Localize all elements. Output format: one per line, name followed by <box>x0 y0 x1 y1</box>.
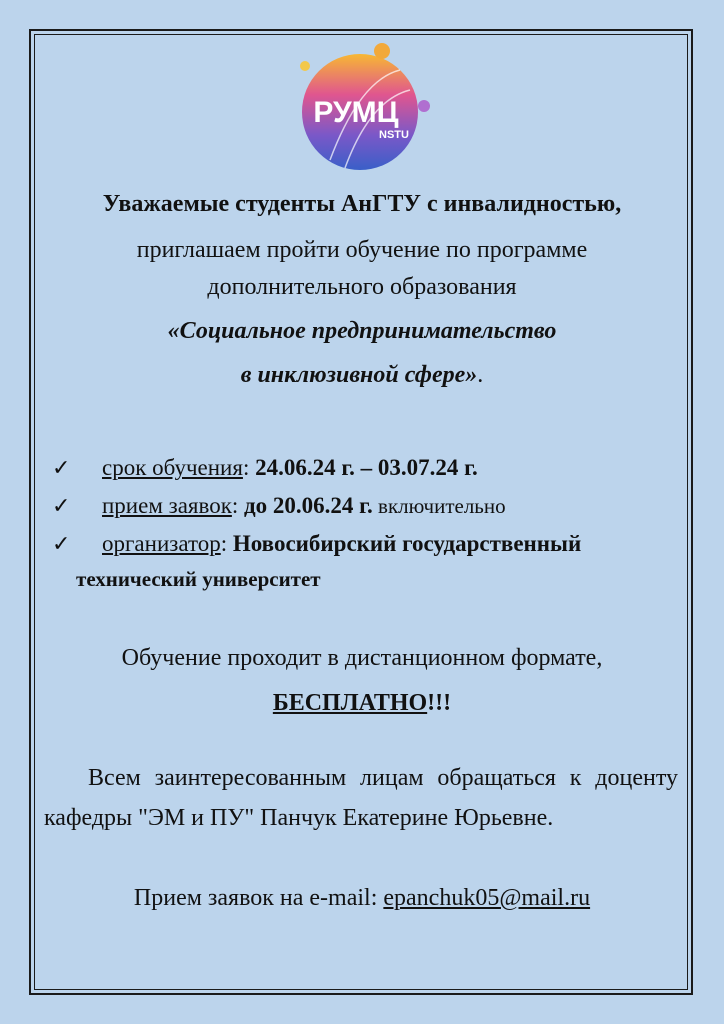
program-period: . <box>477 362 484 388</box>
list-item-organizer: ✓ организатор: Новосибирский государственный <box>52 531 582 556</box>
email-line <box>0 885 724 912</box>
term-value: 24.06.24 г. – 03.07.24 г. <box>255 455 478 480</box>
format-line: Обучение проходит в дистанционном формате, <box>121 645 603 671</box>
invite-line-2: дополнительного образования <box>207 274 517 300</box>
check-icon: ✓ <box>52 493 71 518</box>
program-title-line-1: «Социальное предпринимательство <box>167 318 557 344</box>
email-link[interactable]: epanchuk05@mail.ru <box>383 885 591 911</box>
list-item-applications: ✓ прием заявок: до 20.06.24 г. включительно <box>52 493 506 518</box>
organizer-label: организатор <box>102 531 221 556</box>
logo-subtext: NSTU <box>379 129 409 141</box>
term-label: срок обучения <box>102 455 243 480</box>
free-marks: !!! <box>427 690 452 716</box>
contact-paragraph: Всем заинтересованным лицам обращаться к доценту кафедры "ЭМ и ПУ" Панчук Екатерине Юрьевне. <box>44 765 678 831</box>
email-prefix: Прием заявок на e-mail: <box>133 885 384 911</box>
applications-tail: включительно <box>372 494 506 518</box>
program-title-text: в инклюзивной сфере» <box>240 362 478 388</box>
check-icon: ✓ <box>52 531 71 556</box>
applications-label: прием заявок <box>102 493 232 518</box>
check-icon: ✓ <box>52 455 71 480</box>
free-word: БЕСПЛАТНО <box>272 690 428 716</box>
logo-text: РУМЦ <box>313 96 399 129</box>
free-line <box>0 690 724 717</box>
organizer-value-line-2: технический университет <box>76 567 321 591</box>
program-title-line-2 <box>0 362 724 389</box>
organizer-value: Новосибирский государственный <box>232 531 582 556</box>
list-item-term: ✓ срок обучения: 24.06.24 г. – 03.07.24 г. <box>52 455 478 480</box>
rumc-logo <box>290 40 440 180</box>
applications-value: до 20.06.24 г. <box>244 493 373 518</box>
greeting: Уважаемые студенты АнГТУ с инвалидностью, <box>102 191 622 217</box>
invite-line-1: приглашаем пройти обучение по программе <box>136 237 588 263</box>
